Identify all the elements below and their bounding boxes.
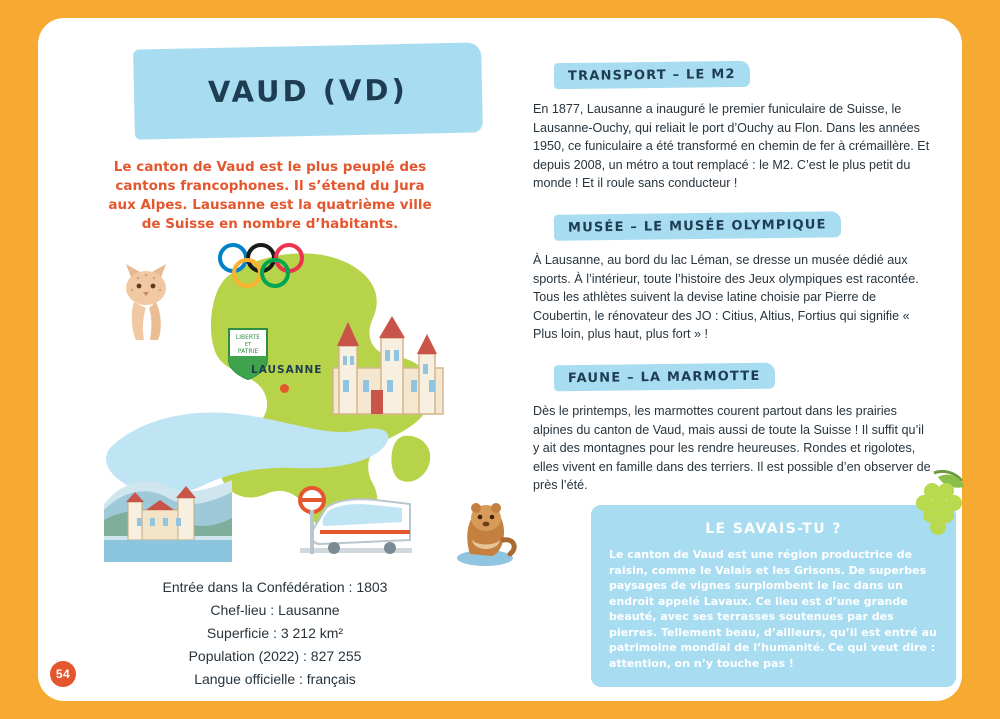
city-label-lausanne: LAUSANNE [251, 364, 323, 376]
shield-motto-line2: ET [244, 342, 252, 348]
facts-list [100, 576, 450, 691]
shield-motto-line1: LIBERTE [235, 334, 261, 341]
did-you-know-title: LE SAVAIS-TU ? [705, 521, 842, 537]
section-body: En 1877, Lausanne a inauguré le premier funiculaire de Suisse, le Lausanne-Ouchy, qui reliait le port d’Ouchy au Flon. Dans les années 1950, ce funiculaire a été transformé en chemin de fer à crémaillère. Et depuis 2008, un métro a tout remplacé : le M2. C’est le plus petit du monde ! Et il roule sans conducteur ! [533, 102, 930, 191]
page-number-left: 54 [50, 661, 76, 687]
city-marker-dot [280, 384, 289, 393]
fact-item: Chef-lieu : Lausanne [210, 602, 340, 618]
fact-item: Population (2022) : 827 255 [188, 648, 362, 664]
olympic-rings-icon [216, 238, 308, 296]
section-body: Dès le printemps, les marmottes courent partout dans les prairies alpines du canton de Vaud, mais aussi de toute la Suisse ! Il suffit qu’il y ait des montagnes pour les rendre heureuses. Rondes et rigolotes, elles vivent en famille dans des terriers. Il est possible d’en observer de près l’été. [533, 403, 931, 493]
section-heading: MUSÉE – LE MUSÉE OLYMPIQUE [554, 211, 841, 241]
fact-item: Langue officielle : français [194, 671, 356, 687]
section-transport [526, 62, 931, 193]
fact-item: Entrée dans la Confédération : 1803 [162, 579, 388, 595]
section-faune [526, 364, 931, 495]
section-heading: TRANSPORT – LE M2 [554, 61, 750, 89]
lausanne-cathedral-illustration [323, 316, 453, 416]
fact-item: Superficie : 3 212 km² [206, 625, 344, 641]
did-you-know-box [591, 505, 956, 687]
marmot-illustration [446, 488, 524, 566]
intro-paragraph: Le canton de Vaud est le plus peuplé des cantons francophones. Il s’étend du Jura aux Alpes. Lausanne est la quatrième ville de Suisse en nombre d’habitants. [108, 159, 432, 232]
shield-motto-line3: PATRIE [237, 348, 259, 355]
book-page [38, 18, 962, 701]
canton-illustration [68, 216, 498, 566]
did-you-know-body: Le canton de Vaud est une région productrice de raisin, comme le Valais et les Grisons. De superbes paysages de vignes surplombent le lac dans un endroit appelé Lavaux. Ce lieu est d’une grande beauté, avec ses terrasses soutenues par des pierres. Tellement beau, d’ailleurs, qu’il est entré au patrimoine mondial de l’humanité. Ce qui veut dire : attention, on n’y touche pas ! [609, 548, 937, 670]
lynx-illustration [110, 258, 188, 344]
section-heading: FAUNE – LA MARMOTTE [554, 363, 775, 392]
page-title-banner [133, 42, 483, 139]
page-title: VAUD (VD) [207, 72, 409, 110]
section-musee [526, 213, 931, 344]
m2-metro-train-illustration [290, 478, 418, 560]
grapes-icon [890, 469, 970, 545]
section-body: À Lausanne, au bord du lac Léman, se dresse un musée dédié aux sports. À l’intérieur, toute l’histoire des Jeux olympiques est racontée. Tous les athlètes suivent la devise latine choisie par Pierre de Coubertin, le rénovateur des JO : Citius, Altius, Fortius qui signifie « Plus loin, plus haut, plus fort » ! [533, 252, 919, 342]
right-column [526, 62, 931, 495]
chillon-castle-illustration [104, 474, 232, 562]
